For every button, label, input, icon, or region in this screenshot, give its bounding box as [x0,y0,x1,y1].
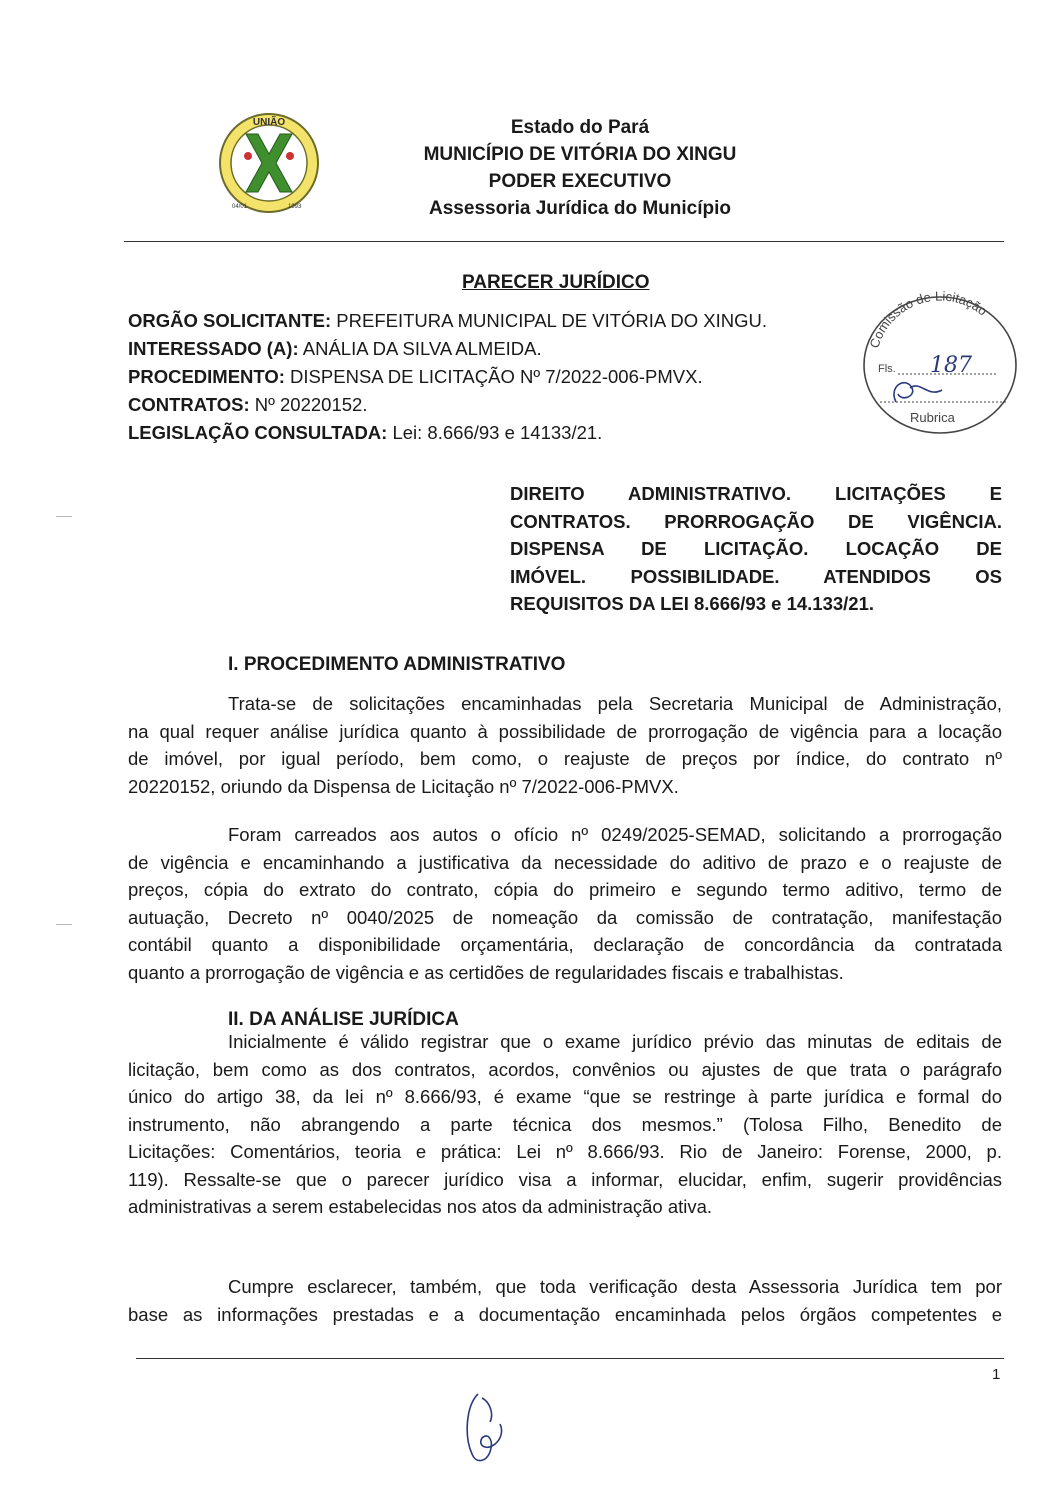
logo-text-top: UNIÃO [252,117,286,128]
paragraph-line: preços, cópia do extrato do contrato, cópia do primeiro e segundo termo aditivo, termo de [128,879,1002,900]
procedimento-line [128,363,868,391]
orgao-value: PREFEITURA MUNICIPAL DE VITÓRIA DO XINGU. [331,310,767,331]
section-1-paragraph-1 [128,690,1002,800]
paragraph-line: base as informações prestadas e a documentação encaminhada pelos órgãos competentes e [128,1303,1002,1325]
contratos-value: Nº 20220152. [249,394,368,415]
ementa-line-3: DISPENSA DE LICITAÇÃO. LOCAÇÃO DE [510,538,1002,559]
paragraph-line: administrativas a serem estabelecidas nos atos da administração ativa. [128,1196,713,1217]
stamp-arc-text: Comissão de Licitação [866,290,991,350]
initials-signature [460,1388,510,1468]
header-divider [124,241,1004,242]
margin-mark [56,924,72,925]
orgao-line [128,307,868,335]
section-2-heading: II. DA ANÁLISE JURÍDICA [228,1009,459,1030]
paragraph-line: licitação, bem como as dos contratos, acordos, convênios ou ajustes de que trata o parágrafo [128,1058,1002,1080]
interessado-line [128,335,868,363]
paragraph-line: Inicialmente é válido registrar que o exame jurídico prévio das minutas de editais de [228,1031,1002,1052]
contratos-line [128,391,868,419]
document-title: PARECER JURÍDICO [462,272,650,293]
interessado-label: INTERESSADO (A): [128,338,299,359]
paragraph-line: quanto a prorrogação de vigência e as certidões de regularidades fiscais e trabalhistas. [128,961,844,983]
paragraph-line: na qual requer análise jurídica quanto à possibilidade de prorrogação de vigência para a locação [128,720,1002,742]
stamp-rubric-signature [894,383,942,402]
footer-divider [136,1358,1004,1359]
logo-year-right: 1993 [288,204,302,210]
paragraph-line: 20220152, oriundo da Dispensa de Licitação nº 7/2022-006-PMVX. [128,775,679,797]
letterhead [380,114,780,222]
department-name: Assessoria Jurídica do Município [429,198,731,219]
paragraph-line: Trata-se de solicitações encaminhadas pela Secretaria Municipal de Administração, [228,693,1002,714]
svg-text:Comissão de Licitação [866,290,990,350]
legislacao-label: LEGISLAÇÃO CONSULTADA: [128,422,388,443]
procedimento-label: PROCEDIMENTO: [128,366,285,387]
procedimento-value: DISPENSA DE LICITAÇÃO Nº 7/2022-006-PMVX. [284,366,703,387]
section-1-paragraph-2 [128,821,1002,986]
paragraph-line: 119). Ressalte-se que o parecer jurídico visa a informar, elucidar, enfim, sugerir providências [128,1168,1002,1190]
legislacao-line [128,419,868,447]
contratos-label: CONTRATOS: [128,394,250,415]
municipality-name: MUNICÍPIO DE VITÓRIA DO XINGU [423,144,737,165]
section-2-paragraph-2 [128,1273,1002,1328]
branch-name: PODER EXECUTIVO [488,171,672,192]
ementa-line-5: REQUISITOS DA LEI 8.666/93 e 14.133/21. [510,593,875,614]
ementa-block [510,480,1002,618]
logo-year-left: 04/01 [232,204,248,210]
paragraph-line: contábil quanto a disponibilidade orçamentária, declaração de concordância da contratada [128,934,1002,955]
orgao-label: ORGÃO SOLICITANTE: [128,310,332,331]
paragraph-line: Licitações: Comentários, teoria e prática: Lei nº 8.666/93. Rio de Janeiro: Forense, 2000, p. [128,1141,1002,1162]
paragraph-line: de imóvel, por igual período, bem como, o reajuste de preços por índice, do contrato nº [128,748,1002,769]
commission-stamp [858,290,1023,440]
stamp-fls-label: Fls. [878,363,896,375]
section-2-paragraph-1 [128,1028,1002,1221]
paragraph-line: instrumento, não abrangendo a parte técnica dos mesmos.” (Tolosa Filho, Benedito de [128,1113,1002,1135]
ementa-line-1: DIREITO ADMINISTRATIVO. LICITAÇÕES E [510,483,1002,504]
ementa-line-4: IMÓVEL. POSSIBILIDADE. ATENDIDOS OS [510,565,1002,587]
paragraph-line: de vigência e encaminhando a justificativa da necessidade do aditivo de prazo e o reajuste de [128,851,1002,873]
interessado-value: ANÁLIA DA SILVA ALMEIDA. [298,338,542,359]
paragraph-line: autuação, Decreto nº 0040/2025 de nomeação da comissão de contratação, manifestação [128,906,1002,928]
page-number: 1 [992,1366,1001,1383]
state-name: Estado do Pará [510,117,650,138]
margin-mark [56,516,72,517]
stamp-rubrica-label: Rubrica [910,410,955,425]
paragraph-line: Cumpre esclarecer, também, que toda verificação desta Assessoria Jurídica tem por [228,1276,1002,1297]
paragraph-line: único do artigo 38, da lei nº 8.666/93, é exame “que se restringe à parte jurídica e formal do [128,1086,1002,1107]
legislacao-value: Lei: 8.666/93 e 14133/21. [387,422,603,443]
municipal-logo [218,112,320,214]
section-1-heading: I. PROCEDIMENTO ADMINISTRATIVO [228,654,566,675]
paragraph-line: Foram carreados aos autos o ofício nº 0249/2025-SEMAD, solicitando a prorrogação [228,824,1002,845]
stamp-fls-value: 187 [930,353,972,378]
metadata-block [128,307,868,447]
ementa-line-2: CONTRATOS. PRORROGAÇÃO DE VIGÊNCIA. [510,510,1002,532]
